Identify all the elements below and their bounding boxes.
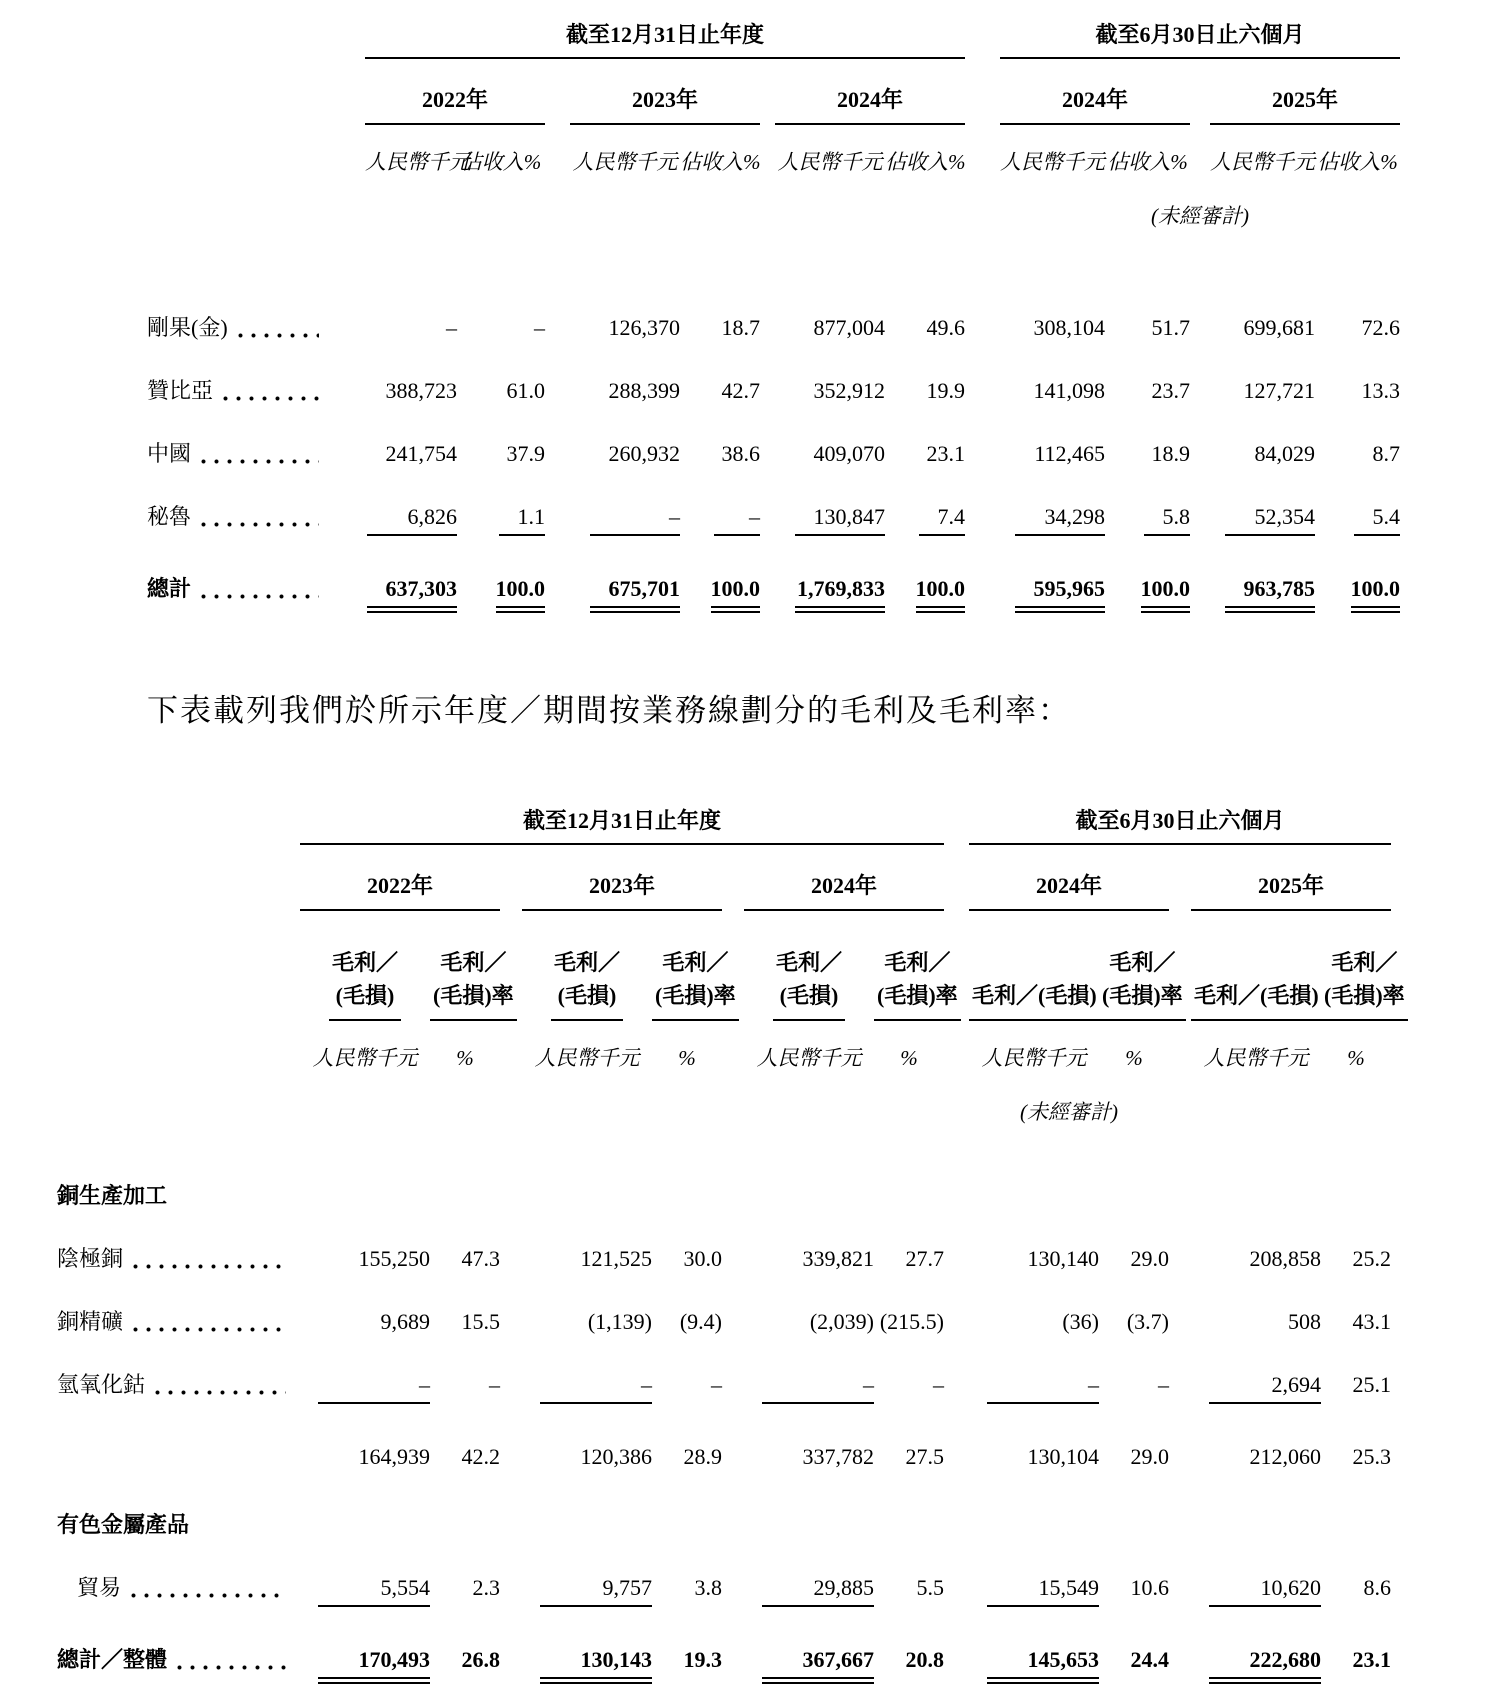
spacer-cell (1190, 473, 1210, 536)
dot-leader (131, 1593, 286, 1598)
intro-text: 下表載列我們於所示年度／期間按業務線劃分的毛利及毛利率： (147, 693, 1071, 728)
spacer-cell (760, 536, 775, 613)
column-header: 毛利／ (毛損) (300, 910, 430, 1021)
spacer-cell (500, 1341, 522, 1404)
dot-leader (177, 1665, 286, 1670)
cell: 18.9 (1151, 440, 1191, 466)
total-row (57, 1607, 1391, 1684)
cell: 212,060 (1249, 1443, 1322, 1469)
column-header: 毛利／ (毛損)率 (1099, 910, 1169, 1021)
section-row (57, 1135, 1391, 1215)
cell: 699,681 (1243, 314, 1316, 340)
year-header: 2024年 (775, 58, 965, 124)
spacer-cell (1190, 58, 1210, 124)
spacer-cell (545, 473, 570, 536)
spacer-cell (57, 796, 300, 844)
cell: (3.7) (1126, 1308, 1170, 1334)
spacer-cell (965, 239, 1000, 347)
column-header: 毛利／ (毛損)率 (430, 910, 500, 1021)
spacer-cell (760, 473, 775, 536)
spacer-cell (57, 910, 300, 1021)
cell: (215.5) (879, 1308, 945, 1334)
row-label-cell (147, 410, 365, 473)
cell: 26.8 (461, 1646, 500, 1672)
cell: 13.3 (1361, 377, 1401, 403)
spacer-cell (1190, 347, 1210, 410)
cell: 367,667 (744, 1607, 874, 1684)
year-header: 2025年 (1191, 844, 1391, 910)
cell: 5.4 (1315, 473, 1400, 536)
cell: 37.9 (506, 440, 545, 466)
cell: 8.7 (1372, 440, 1401, 466)
cell: 9,757 (522, 1544, 652, 1607)
cell: – (933, 1371, 945, 1397)
cell: 23.7 (1151, 377, 1191, 403)
cell: 675,701 (570, 536, 680, 613)
cell: – (969, 1341, 1099, 1404)
cell: 38.6 (721, 440, 760, 466)
spacer-cell (500, 1607, 522, 1684)
spacer-cell (965, 124, 1000, 187)
year-header: 2024年 (969, 844, 1169, 910)
spacer-cell (1191, 1083, 1391, 1135)
year-header-row (57, 844, 1391, 910)
unaudited-row (147, 187, 1400, 239)
spacer-cell (545, 347, 570, 410)
cell: 24.4 (1130, 1646, 1170, 1672)
dot-leader (201, 594, 319, 599)
year-header: 2022年 (365, 58, 545, 124)
spacer-cell (944, 1404, 969, 1476)
cell: 8.6 (1363, 1574, 1392, 1600)
spacer-cell (1169, 1215, 1191, 1278)
unit-header: 佔收入% (1317, 149, 1398, 174)
spacer-cell (944, 1083, 969, 1135)
year-header: 2023年 (570, 58, 760, 124)
spacer-cell (944, 1021, 969, 1083)
cell: 20.8 (905, 1646, 945, 1672)
section-label: 有色金屬產品 (57, 1511, 190, 1537)
column-header: 毛利／ (毛損)率 (652, 910, 722, 1021)
cell: 23.1 (1352, 1646, 1392, 1672)
cell: 120,386 (580, 1443, 652, 1469)
cell: – (522, 1341, 652, 1404)
year-header: 2025年 (1210, 58, 1400, 124)
period-header-row (57, 796, 1391, 844)
cell: 9,689 (380, 1308, 430, 1334)
unit-header: 人民幣千元 (1000, 149, 1106, 174)
spacer-cell (944, 1278, 969, 1341)
cell: 3.8 (694, 1574, 722, 1600)
cell: 145,653 (969, 1607, 1099, 1684)
cell: – (570, 473, 680, 536)
cell: 121,525 (580, 1245, 652, 1271)
cell: 10.6 (1130, 1574, 1170, 1600)
spacer-cell (1169, 1544, 1191, 1607)
dot-leader (201, 459, 319, 464)
column-header: 毛利／ (毛損) (744, 910, 874, 1021)
cell: 164,939 (358, 1443, 430, 1469)
dot-leader (238, 333, 319, 338)
spacer-cell (1169, 1341, 1191, 1404)
cell: 29.0 (1130, 1443, 1170, 1469)
cell: 409,070 (813, 440, 885, 466)
spacer-cell (722, 1404, 744, 1476)
spacer-cell (57, 1021, 300, 1083)
cell: 337,782 (802, 1443, 874, 1469)
period-header-annual: 截至12月31日止年度 (300, 796, 944, 844)
spacer-cell (722, 1341, 744, 1404)
table-row (57, 1215, 1391, 1278)
unit-header: 人民幣千元 (534, 1046, 640, 1071)
unit-header: 佔收入% (885, 149, 966, 174)
table-row (147, 347, 1400, 410)
cell: 388,723 (385, 377, 457, 403)
cell: 6,826 (365, 473, 457, 536)
cell: 28.9 (683, 1443, 722, 1469)
row-label-cell (147, 536, 365, 613)
row-label-cell (57, 1607, 300, 1684)
unit-header-row (57, 1021, 1391, 1083)
spacer-cell (147, 124, 365, 187)
cell: 112,465 (1034, 440, 1106, 466)
cell: – (534, 314, 545, 340)
row-label-cell (57, 1544, 300, 1607)
spacer-cell (147, 58, 365, 124)
cell: 100.0 (885, 536, 965, 613)
unit-header: % (1347, 1046, 1365, 1071)
spacer-cell (500, 1215, 522, 1278)
cell: 637,303 (365, 536, 457, 613)
cell: 2,694 (1191, 1341, 1321, 1404)
cell: 1.1 (457, 473, 545, 536)
cell: 155,250 (358, 1245, 430, 1271)
cell: 1,769,833 (775, 536, 885, 613)
column-header: 毛利／(毛損) (969, 910, 1099, 1021)
cell: 25.3 (1352, 1443, 1392, 1469)
cell: – (1158, 1371, 1170, 1397)
spacer-cell (722, 1215, 744, 1278)
spacer-cell (1190, 536, 1210, 613)
cell: 260,932 (608, 440, 680, 466)
row-label: 贊比亞 (147, 377, 214, 403)
cell: 29.0 (1130, 1245, 1170, 1271)
unaudited-note: (未經審計) (1151, 203, 1250, 228)
gross-profit-by-business-table (57, 796, 1405, 1684)
cell: 61.0 (506, 377, 545, 403)
dot-leader (223, 396, 319, 401)
cell: (36) (1062, 1308, 1100, 1334)
unit-header: 人民幣千元 (777, 149, 883, 174)
cell: – (711, 1371, 722, 1397)
row-label: 貿易 (77, 1574, 122, 1600)
cell: 49.6 (926, 314, 966, 340)
row-label: 秘魯 (147, 503, 192, 529)
table-row (57, 1278, 1391, 1341)
cell: 84,029 (1254, 440, 1316, 466)
row-label: 銅精礦 (57, 1308, 124, 1334)
section-label: 銅生產加工 (57, 1182, 168, 1208)
unit-header: 佔收入% (460, 149, 542, 174)
cell: 42.7 (721, 377, 760, 403)
table-row (147, 410, 1400, 473)
year-header: 2023年 (522, 844, 722, 910)
unit-header: 人民幣千元 (981, 1046, 1087, 1071)
table-row (147, 473, 1400, 536)
spacer-cell (760, 239, 775, 347)
cell: 25.2 (1352, 1245, 1392, 1271)
cell: 15.5 (461, 1308, 500, 1334)
spacer-cell (545, 410, 570, 473)
column-header: 毛利／ (毛損) (522, 910, 652, 1021)
cell: 877,004 (813, 314, 885, 340)
cell: 100.0 (1315, 536, 1400, 613)
spacer-cell (545, 239, 570, 347)
cell: 27.5 (905, 1443, 945, 1469)
cell: 508 (1288, 1308, 1322, 1334)
spacer-cell (300, 1083, 944, 1135)
row-label: 總計 (147, 575, 192, 601)
cell: 170,493 (300, 1607, 430, 1684)
cell: 130,104 (1027, 1443, 1100, 1469)
spacer-cell (944, 796, 969, 844)
spacer-cell (545, 58, 570, 124)
spacer-cell (965, 410, 1000, 473)
cell: 19.3 (683, 1646, 722, 1672)
spacer-cell (1169, 1278, 1191, 1341)
year-header-row (147, 58, 1400, 124)
row-label-cell (57, 1215, 300, 1278)
unit-header: % (678, 1046, 696, 1071)
spacer-cell (944, 844, 969, 910)
cell: 43.1 (1352, 1308, 1392, 1334)
year-header: 2022年 (300, 844, 500, 910)
cell: 127,721 (1243, 377, 1316, 403)
spacer-cell (500, 1021, 522, 1083)
row-label: 總計／整體 (57, 1646, 168, 1672)
cell: 25.1 (1352, 1371, 1392, 1397)
row-label: 陰極銅 (57, 1245, 124, 1271)
table-row (57, 1341, 1391, 1404)
spacer-cell (944, 1215, 969, 1278)
spacer-cell (722, 1021, 744, 1083)
unit-header-row (147, 124, 1400, 187)
cell: 29,885 (744, 1544, 874, 1607)
unit-header: % (1125, 1046, 1143, 1071)
cell: 5.5 (916, 1574, 945, 1600)
spacer-cell (1190, 239, 1210, 347)
dot-leader (201, 522, 319, 527)
subtotal-row (57, 1404, 1391, 1476)
spacer-cell (965, 187, 1000, 239)
spacer-cell (965, 10, 1000, 58)
cell: 241,754 (385, 440, 457, 466)
cell: 288,399 (608, 377, 680, 403)
cell: 100.0 (457, 536, 545, 613)
year-header: 2024年 (744, 844, 944, 910)
spacer-cell (722, 844, 744, 910)
spacer-cell (944, 1544, 969, 1607)
cell: (2,039) (809, 1308, 874, 1334)
cell: 15,549 (969, 1544, 1099, 1607)
cell: 51.7 (1151, 314, 1191, 340)
unit-header: 人民幣千元 (1203, 1046, 1309, 1071)
spacer-cell (722, 1544, 744, 1607)
cell: 100.0 (1105, 536, 1190, 613)
table-row (147, 239, 1400, 347)
cell: – (744, 1341, 874, 1404)
spacer-cell (500, 1278, 522, 1341)
spacer-cell (500, 1544, 522, 1607)
spacer-cell (57, 1404, 300, 1476)
column-header: 毛利／ (毛損)率 (874, 910, 944, 1021)
cell: 30.0 (683, 1245, 722, 1271)
spacer-cell (57, 1083, 300, 1135)
cell: 52,354 (1210, 473, 1315, 536)
period-header-interim: 截至6月30日止六個月 (1000, 10, 1400, 58)
row-label-cell (147, 473, 365, 536)
spacer-cell (500, 844, 522, 910)
spacer-cell (760, 124, 775, 187)
dot-leader (133, 1264, 286, 1269)
cell: 595,965 (1000, 536, 1105, 613)
unit-header: 佔收入% (680, 149, 761, 174)
cell: 23.1 (926, 440, 966, 466)
cell: – (300, 1341, 430, 1404)
row-label: 中國 (147, 440, 192, 466)
cell: 141,098 (1033, 377, 1106, 403)
spacer-cell (1190, 124, 1210, 187)
spacer-cell (1190, 410, 1210, 473)
cell: 2.3 (472, 1574, 500, 1600)
dot-leader (155, 1390, 286, 1395)
row-label-cell (147, 239, 365, 347)
unit-header: 人民幣千元 (312, 1046, 418, 1071)
revenue-by-region-table (147, 10, 1400, 613)
spacer-cell (365, 187, 965, 239)
cell: 19.9 (926, 377, 966, 403)
spacer-cell (1169, 1083, 1191, 1135)
period-header-row (147, 10, 1400, 58)
row-label-cell (57, 1341, 300, 1404)
cell: 27.7 (905, 1245, 945, 1271)
spacer-cell (722, 1278, 744, 1341)
page (0, 10, 1494, 1672)
column-header: 毛利／(毛損) (1191, 910, 1321, 1021)
unit-header: 佔收入% (1107, 149, 1188, 174)
spacer-cell (965, 473, 1000, 536)
unit-header: 人民幣千元 (756, 1046, 862, 1071)
cell: 222,680 (1191, 1607, 1321, 1684)
cell: 308,104 (1033, 314, 1106, 340)
unit-header: 人民幣千元 (365, 149, 470, 174)
unit-header: % (456, 1046, 474, 1071)
spacer-cell (965, 347, 1000, 410)
cell: (1,139) (587, 1308, 652, 1334)
cell: 10,620 (1191, 1544, 1321, 1607)
spacer-cell (147, 187, 365, 239)
unit-header: 人民幣千元 (1210, 149, 1316, 174)
cell: 130,143 (522, 1607, 652, 1684)
cell: 42.2 (461, 1443, 500, 1469)
cell: 352,912 (813, 377, 885, 403)
cell: 339,821 (802, 1245, 874, 1271)
unit-header: % (900, 1046, 918, 1071)
spacer-cell (722, 1607, 744, 1684)
cell: – (446, 314, 457, 340)
spacer-cell (1169, 1607, 1191, 1684)
spacer-cell (760, 58, 775, 124)
period-header-annual: 截至12月31日止年度 (365, 10, 965, 58)
row-label: 氫氧化鈷 (57, 1371, 146, 1397)
spacer-cell (965, 58, 1000, 124)
row-label-cell (147, 347, 365, 410)
cell: 100.0 (680, 536, 760, 613)
cell: 5.8 (1105, 473, 1190, 536)
table-row (57, 1544, 1391, 1607)
column-header-row (57, 910, 1391, 1021)
cell: 18.7 (721, 314, 760, 340)
unit-header: 人民幣千元 (572, 149, 678, 174)
cell: 7.4 (885, 473, 965, 536)
spacer-cell (147, 10, 365, 58)
spacer-cell (944, 1607, 969, 1684)
spacer-cell (1169, 844, 1191, 910)
cell: 963,785 (1210, 536, 1315, 613)
period-header-interim: 截至6月30日止六個月 (969, 796, 1391, 844)
section-row (57, 1476, 1391, 1544)
cell: 34,298 (1000, 473, 1105, 536)
row-label: 剛果(金) (147, 314, 228, 340)
year-header: 2024年 (1000, 58, 1190, 124)
row-label-cell (57, 1278, 300, 1341)
spacer-cell (1169, 1404, 1191, 1476)
unaudited-note: (未經審計) (1020, 1100, 1119, 1125)
spacer-cell (1169, 1021, 1191, 1083)
cell: 208,858 (1249, 1245, 1322, 1271)
dot-leader (133, 1327, 286, 1332)
cell: – (489, 1371, 500, 1397)
spacer-cell (545, 124, 570, 187)
spacer-cell (965, 536, 1000, 613)
spacer-cell (500, 1404, 522, 1476)
cell: – (680, 473, 760, 536)
unaudited-row (57, 1083, 1391, 1135)
spacer-cell (57, 844, 300, 910)
cell: 130,847 (775, 473, 885, 536)
cell: 130,140 (1027, 1245, 1100, 1271)
cell: (9.4) (679, 1308, 722, 1334)
cell: 47.3 (461, 1245, 500, 1271)
cell: 126,370 (608, 314, 680, 340)
cell: 72.6 (1361, 314, 1401, 340)
spacer-cell (760, 347, 775, 410)
spacer-cell (760, 410, 775, 473)
cell: 5,554 (300, 1544, 430, 1607)
spacer-cell (545, 536, 570, 613)
spacer-cell (944, 1341, 969, 1404)
total-row (147, 536, 1400, 613)
column-header: 毛利／ (毛損)率 (1321, 910, 1391, 1021)
